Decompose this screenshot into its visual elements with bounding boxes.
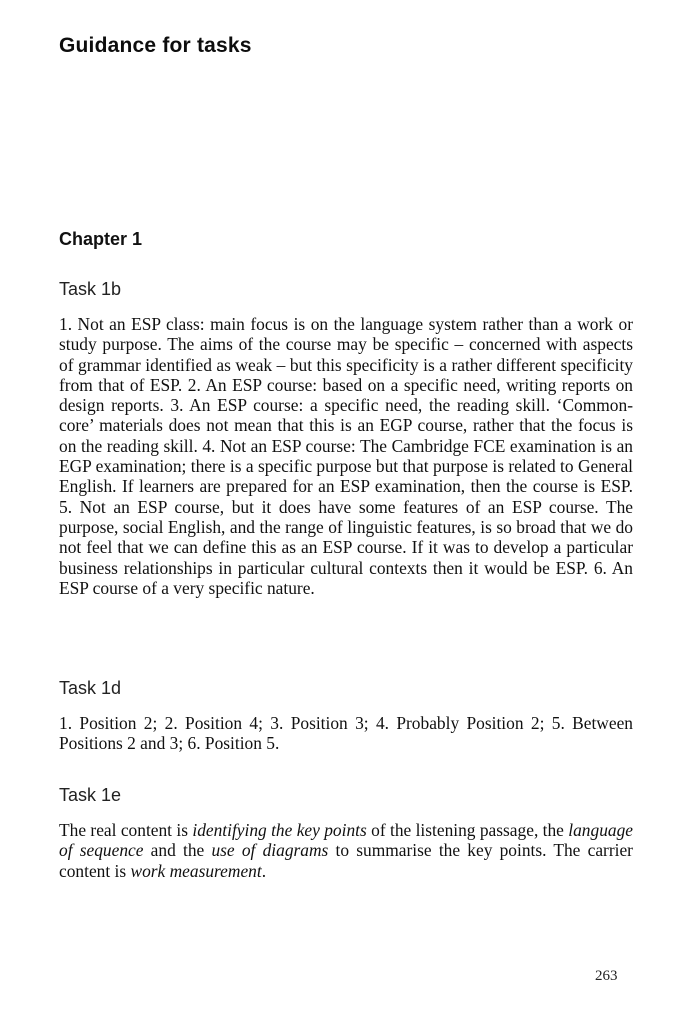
task-1e-emphasis: identifying the key points bbox=[192, 820, 367, 840]
page-title: Guidance for tasks bbox=[59, 34, 252, 57]
task-1e-body bbox=[59, 820, 633, 881]
task-1e-text: of the listening passage, the bbox=[366, 820, 569, 840]
task-1b-body: 1. Not an ESP class: main focus is on the language system rather than a work or study purpose. The aims of the course may be specific – concerned with aspects of grammar identified as weak – but this specificity is a rather different specificity from that of ESP. 2. An ESP course: based on a specific need, writing reports on design reports. 3. An ESP course: a specific need, the reading skill. ‘Common-core’ materials does not mean that this is an EGP course, rather that the focus is on the reading skill. 4. Not an ESP course: The Cambridge FCE examination is an EGP examination; there is a specific purpose but that purpose is related to General English. If learners are prepared for an ESP examination, then the course is ESP. 5. Not an ESP course, but it does have some features of an ESP course. The purpose, social English, and the range of linguistic features, is so broad that we do not feel that we can define this as an ESP course. If it was to develop a particular business relationships in particular cultural contexts then it would be ESP. 6. An ESP course of a very specific nature. bbox=[59, 314, 633, 598]
task-1e-text: and the bbox=[143, 840, 212, 861]
task-1e-emphasis: use of diagrams bbox=[211, 840, 329, 861]
task-1e-emphasis: work measurement bbox=[130, 860, 262, 881]
task-1b-heading: Task 1b bbox=[59, 279, 122, 299]
task-1e-emphasis: language of sequence bbox=[59, 820, 634, 861]
task-1d-body: 1. Position 2; 2. Position 4; 3. Position 3; 4. Probably Position 2; 5. Between Positions 2 and 3; 6. Position 5. bbox=[59, 713, 633, 754]
task-1d-heading: Task 1d bbox=[59, 678, 122, 698]
page-number: 263 bbox=[595, 968, 618, 984]
task-1e-text: to summarise the key points. The carrier content is bbox=[59, 840, 633, 881]
task-1e-heading: Task 1e bbox=[59, 785, 122, 805]
chapter-heading: Chapter 1 bbox=[59, 229, 143, 249]
task-1e-text: . bbox=[261, 860, 267, 881]
task-1e-text: The real content is bbox=[59, 820, 193, 840]
